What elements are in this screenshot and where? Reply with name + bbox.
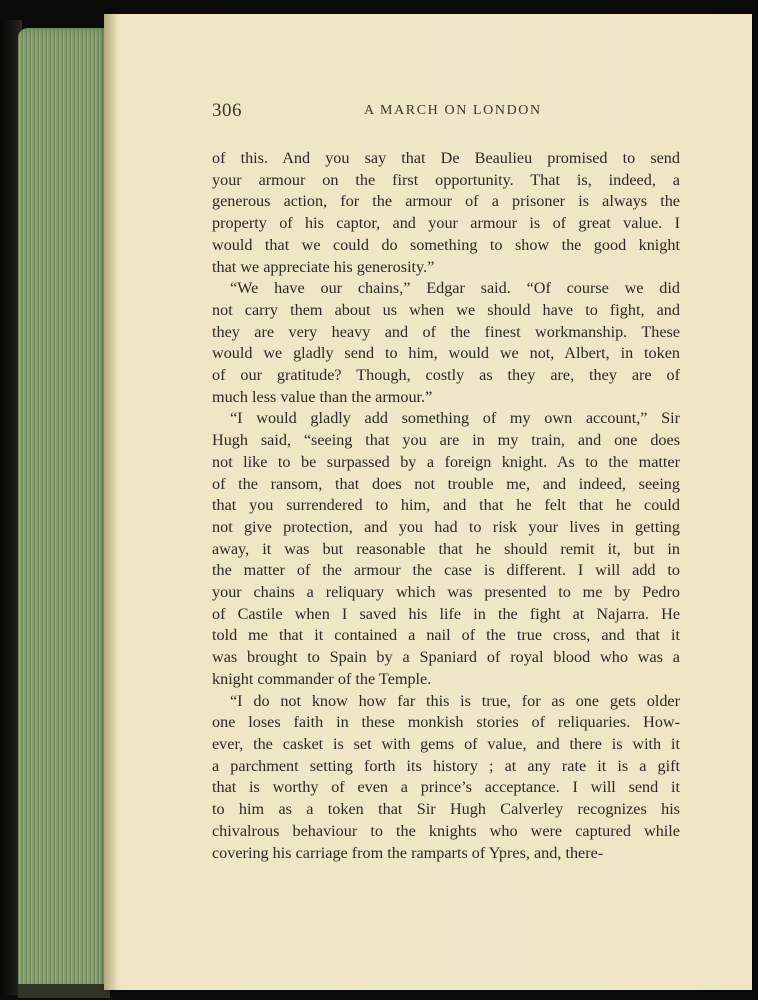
text-line: of this. And you say that De Beaulieu promised to send <box>212 149 680 167</box>
text-line: knight commander of the Temple. <box>212 669 432 688</box>
text-line: that is worthy of even a prince’s acceptance. I will send it <box>212 778 680 797</box>
paragraph <box>212 148 680 278</box>
text-line: to him as a token that Sir Hugh Calverley recognizes his <box>212 800 680 819</box>
text-line: your chains a reliquary which was presented to me by Pedro <box>212 583 680 602</box>
running-head-title: A MARCH ON LONDON <box>364 103 542 118</box>
text-line: property of his captor, and your armour is of great value. I <box>212 214 680 233</box>
paragraph <box>212 408 680 690</box>
text-line: was brought to Spain by a Spaniard of royal blood who was a <box>212 648 680 667</box>
paragraph <box>212 691 680 865</box>
text-line: would that we could do something to show the good knight <box>212 235 680 254</box>
text-line: would we gladly send to him, would we not, Albert, in token <box>212 344 680 363</box>
text-line: Hugh said, “seeing that you are in my train, and one does <box>212 431 680 450</box>
text-line: a parchment setting forth its history ; at any rate it is a gift <box>212 756 680 775</box>
running-head <box>212 100 688 122</box>
text-line: that you surrendered to him, and that he felt that he could <box>212 496 680 515</box>
text-line: chivalrous behaviour to the knights who were captured while <box>212 821 680 840</box>
text-line: of Castile when I saved his life in the fight at Najarra. He <box>212 604 680 623</box>
text-line: your armour on the first opportunity. That is, indeed, a <box>212 170 680 189</box>
text-line: “I would gladly add something of my own account,” Sir <box>230 409 680 428</box>
text-line: one loses faith in these monkish stories of reliquaries. How- <box>212 713 680 732</box>
text-line: they are very heavy and of the finest workmanship. These <box>212 322 680 341</box>
text-line: generous action, for the armour of a prisoner is always the <box>212 192 680 211</box>
text-line: the matter of the armour the case is different. I will add to <box>212 561 680 580</box>
paragraph <box>212 278 680 408</box>
body-text <box>212 148 680 864</box>
text-line: away, it was but reasonable that he should remit it, but in <box>212 539 680 558</box>
text-line: told me that it contained a nail of the true cross, and that it <box>212 626 680 645</box>
text-line: of the ransom, that does not trouble me, and indeed, seeing <box>212 474 680 493</box>
page-gutter-shadow <box>104 14 118 990</box>
text-line: “I do not know how far this is true, for as one gets older <box>230 691 680 710</box>
text-line: covering his carriage from the ramparts of Ypres, and, there- <box>212 843 604 862</box>
text-line: “We have our chains,” Edgar said. “Of course we did <box>230 279 680 298</box>
text-line: that we appreciate his generosity.” <box>212 257 435 276</box>
text-line: much less value than the armour.” <box>212 387 433 406</box>
text-line: of our gratitude? Though, costly as they are, they are of <box>212 366 680 385</box>
page-number: 306 <box>212 100 242 121</box>
page-edges <box>18 28 110 990</box>
text-line: ever, the casket is set with gems of value, and there is with it <box>212 734 680 753</box>
text-line: not carry them about us when we should have to fight, and <box>212 300 680 319</box>
text-line: not give protection, and you had to risk your lives in getting <box>212 517 680 536</box>
book-page <box>104 14 752 990</box>
text-line: not like to be surpassed by a foreign knight. As to the matter <box>212 452 680 471</box>
